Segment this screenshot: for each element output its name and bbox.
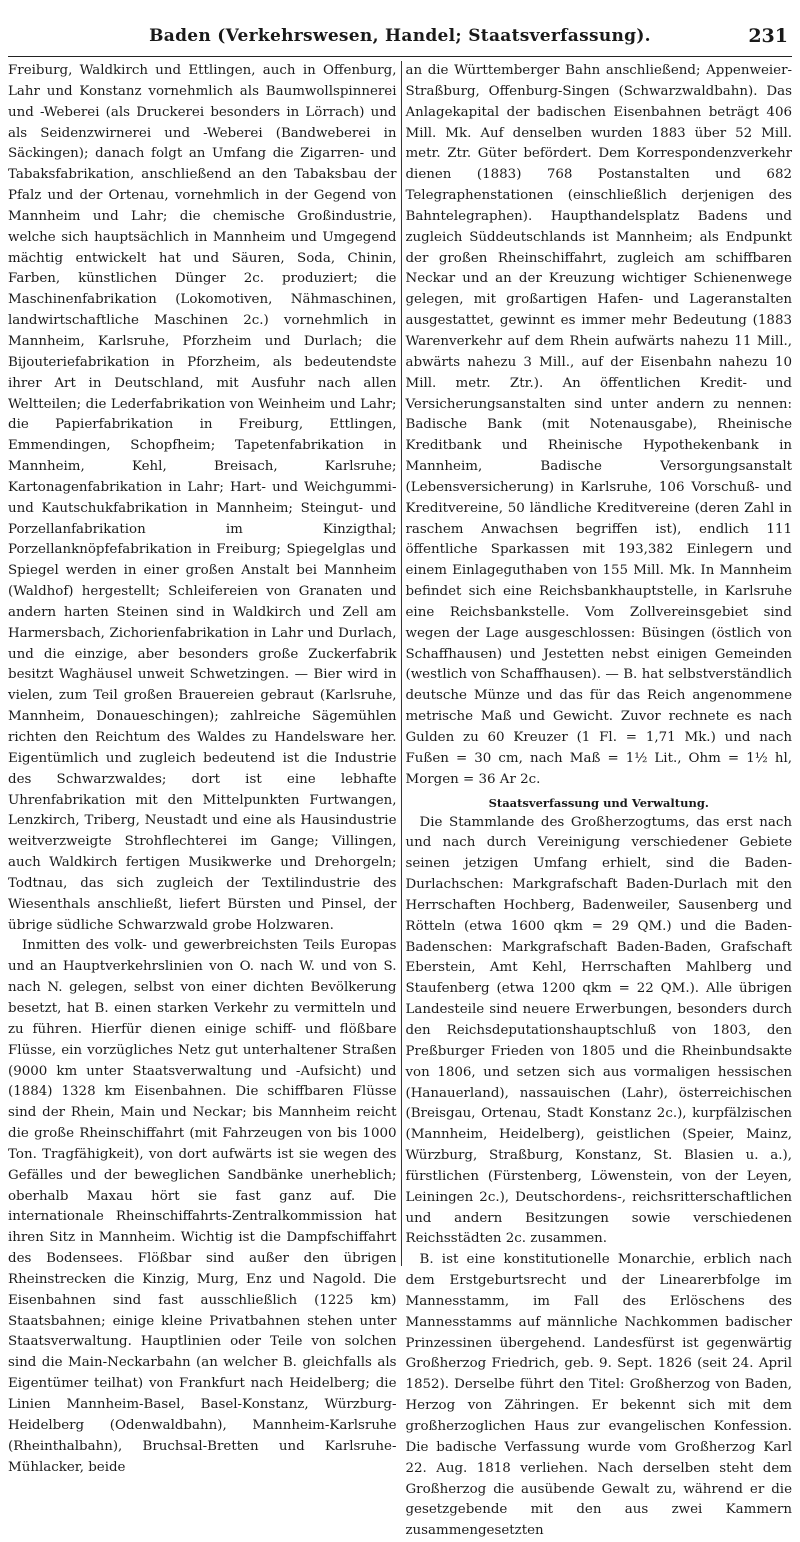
page-number: 231 (748, 25, 788, 47)
paragraph-trade: an die Württemberger Bahn anschließend; Appenweier-Straßburg, Offenburg-Singen (Schwarzwaldbahn). Das Anlagekapital der badischen Eisenbahnen beträgt 406 Mill. Mk. Auf denselben wurden 1883 über 52 Mill. metr. Ztr. Güter befördert. Dem Korrespondenzverkehr dienen (1883) 768 Postanstalten und 682 Telegraphenstationen (einschließlich derjenigen des Bahntelegraphen). Haupthandelsplatz Badens und zugleich Süddeutschlands ist Mannheim; als Endpunkt der großen Rheinschiffahrt, zugleich am schiffbaren Neckar und an der Kreuzung wichtiger Schienenwege gelegen, mit großartigen Hafen- und Lageranstalten ausgestattet, gewinnt es immer mehr Bedeutung (1883 Warenverkehr auf dem Rhein aufwärts nahezu 11 Mill., abwärts nahezu 3 Mill., auf der Eisenbahn nahezu 10 Mill. metr. Ztr.). An öffentlichen Kredit- und Versicherungsanstalten sind unter andern zu nennen: Badische Bank (mit Notenausgabe), Rheinische Kreditbank und Rheinische Hypothekenbank in Mannheim, Badische Versorgungsanstalt (Lebensversicherung) in Karlsruhe, 106 Vorschuß- und Kreditvereine, 50 ländliche Kreditvereine (deren Zahl in raschem Anwachsen begriffen ist), endlich 111 öffentliche Sparkassen mit 193,382 Einlegern und einem Einlageguthaben von 155 Mill. Mk. In Mannheim befindet sich eine Reichsbankhauptstelle, in Karlsruhe eine Reichsbankstelle. Vom Zollvereinsgebiet sind wegen der Lage ausgeschlossen: Büsingen (östlich von Schaffhausen) und Jestetten nebst einigen Gemeinden (westlich von Schaffhausen). — B. hat selbstverständlich deutsche Münze und das für das Reich angenommene metrische Maß und Gewicht. Zuvor rechnete es nach Gulden zu 60 Kreuzer (1 Fl. = 1,71 Mk.) und nach Fußen = 30 cm, nach Maß = 1½ Lit., Ohm = 1½ hl, Morgen = 36 Ar 2c. (405, 63, 792, 787)
right-column (405, 61, 792, 1539)
section-heading: Staatsverfassung und Verwaltung. (488, 795, 709, 810)
paragraph-industry: Freiburg, Waldkirch und Ettlingen, auch in Offenburg, Lahr und Konstanz vornehmlich als Baumwollspinnerei und -Weberei (als Druckerei besonders in Lörrach) und als Seidenzwirnerei und -Weberei (Bandweberei in Säckingen); danach folgt an Umfang die Zigarren- und Tabaksfabrikation, anschließend an den Tabaksbau der Pfalz und der Ortenau, vornehmlich in der Gegend von Mannheim und Lahr; die chemische Großindustrie, welche sich hauptsächlich in Mannheim und Umgegend mächtig entwickelt hat und Säuren, Soda, Chinin, Farben, künstlichen Dünger 2c. produziert; die Maschinenfabrikation (Lokomotiven, Nähmaschinen, landwirtschaftliche Maschinen 2c.) vornehmlich in Mannheim, Karlsruhe, Pforzheim und Durlach; die Bijouteriefabrikation in Pforzheim, als bedeutendste ihrer Art in Deutschland, mit Ausfuhr nach allen Weltteilen; die Lederfabrikation von Weinheim und Lahr; die Papierfabrikation in Freiburg, Ettlingen, Emmendingen, Schopfheim; Tapetenfabrikation in Mannheim, Kehl, Breisach, Karlsruhe; Kartonagenfabrikation in Lahr; Hart- und Weichgummi- und Kautschukfabrikation in Mannheim; Steingut- und Porzellanfabrikation im Kinzigthal; Porzellanknöpfefabrikation in Freiburg; Spiegelglas und Spiegel werden in einer großen Anstalt bei Mannheim (Waldhof) hergestellt; Schleifereien von Granaten und andern harten Steinen sind in Waldkirch und Zell am Harmersbach, Zichorienfabrikation in Lahr und Durlach, und die einzige, aber besonders große Zuckerfabrik besitzt Waghäusel unweit Schwetzingen. — Bier wird in vielen, zum Teil großen Brauereien gebraut (Karlsruhe, Mannheim, Donaueschingen); zahlreiche Sägemühlen richten den Reichtum des Waldes zu Handelsware her. Eigentümlich und zugleich bedeutend ist die Industrie des Schwarzwaldes; dort ist eine lebhafte Uhrenfabrikation mit den Mittelpunkten Furtwangen, Lenzkirch, Triberg, Neustadt und eine als Hausindustrie weitverzweigte Strohflechterei im Gange; Villingen, auch Waldkirch fertigen Musikwerke und Drehorgeln; Todtnau, das sich zugleich der Textilindustrie des Wiesenthals anschließt, liefert Bürsten und Pinsel, der übrige südliche Schwarzwald grobe Holzwaren. (8, 63, 397, 933)
paragraph-traffic: Inmitten des volk- und gewerbreichsten Teils Europas und an Hauptverkehrslinien von O. nach W. und von S. nach N. gelegen, selbst von einer dichten Bevölkerung besetzt, hat B. einen starken Verkehr zu vermitteln und zu führen. Hierfür dienen einige schiff- und flößbare Flüsse, ein vorzügliches Netz gut unterhaltener Straßen (9000 km unter Staatsverwaltung und -Aufsicht) und (1884) 1328 km Eisenbahnen. Die schiffbaren Flüsse sind der Rhein, Main und Neckar; bis Mannheim reicht die große Rheinschiffahrt (mit Fahrzeugen von bis 1000 Ton. Tragfähigkeit), von dort aufwärts ist sie wegen des Gefälles und der beweglichen Sandbänke unerheblich; oberhalb Maxau hört sie fast ganz auf. Die internationale Rheinschiffahrts-Zentralkommission hat ihren Sitz in Mannheim. Wichtig ist die Dampfschiffahrt des Bodensees. Flößbar sind außer den übrigen Rheinstrecken die Kinzig, Murg, Enz und Nagold. Die Eisenbahnen sind fast ausschließlich (1225 km) Staatsbahnen; einige kleine Privatbahnen stehen unter Staatsverwaltung. Hauptlinien oder Teile von solchen sind die Main-Neckarbahn (an welcher B. gleichfalls als Eigentümer teilhat) von Frankfurt nach Heidelberg; die Linien Mannheim-Basel, Basel-Konstanz, Würzburg-Heidelberg (Odenwaldbahn), Mannheim-Karlsruhe (Rheinthalbahn), Bruchsal-Bretten und Karlsruhe-Mühlacker, beide (8, 938, 397, 1475)
page-header (8, 26, 792, 57)
column-divider (401, 61, 402, 1266)
paragraph-territory: Die Stammlande des Großherzogtums, das erst nach und nach durch Vereinigung verschiedener Gebiete seinen jetzigen Umfang erhielt, sind die Baden-Durlachschen: Markgrafschaft Baden-Durlach mit den Herrschaften Hochberg, Badenweiler, Sausenberg und Rötteln (etwa 1600 qkm = 29 QM.) und die Baden-Badenschen: Markgrafschaft Baden-Baden, Grafschaft Eberstein, Amt Kehl, Herrschaften Mahlberg und Staufenberg (etwa 1200 qkm = 22 QM.). Alle übrigen Landesteile sind neuere Erwerbungen, besonders durch den Reichsdeputationshauptschluß von 1803, den Preßburger Frieden von 1805 und die Rheinbundsakte von 1806, und setzen sich aus vormaligen hessischen (Hanauerland), nassauischen (Lahr), österreichischen (Breisgau, Ortenau, Stadt Konstanz 2c.), kurpfälzischen (Mannheim, Heidelberg), geistlichen (Speier, Mainz, Würzburg, Straßburg, Konstanz, St. Blasien u. a.), fürstlichen (Fürstenberg, Löwenstein, von der Leyen, Leiningen 2c.), Deutschordens-, reichsritterschaftlichen und andern Besitzungen sowie verschiedenen Reichsstädten 2c. zusammen. (405, 814, 792, 1247)
running-title: Baden (Verkehrswesen, Handel; Staatsverfassung). (149, 26, 651, 46)
left-column (8, 61, 397, 1475)
paragraph-constitution: B. ist eine konstitutionelle Monarchie, erblich nach dem Erstgeburtsrecht und der Linearerbfolge im Mannesstamm, im Fall des Erlöschens des Mannesstamms auf männliche Nachkommen badischer Prinzessinen übergehend. Landesfürst ist gegenwärtig Großherzog Friedrich, geb. 9. Sept. 1826 (seit 24. April 1852). Derselbe führt den Titel: Großherzog von Baden, Herzog von Zähringen. Er bekennt sich mit dem großherzoglichen Haus zur evangelischen Konfession. Die badische Verfassung wurde vom Großherzog Karl 22. Aug. 1818 verliehen. Nach derselben steht dem Großherzog die ausübende Gewalt zu, während er die gesetzgebende mit den aus zwei Kammern zusammengesetzten (405, 1252, 792, 1539)
text-columns (8, 61, 792, 1539)
